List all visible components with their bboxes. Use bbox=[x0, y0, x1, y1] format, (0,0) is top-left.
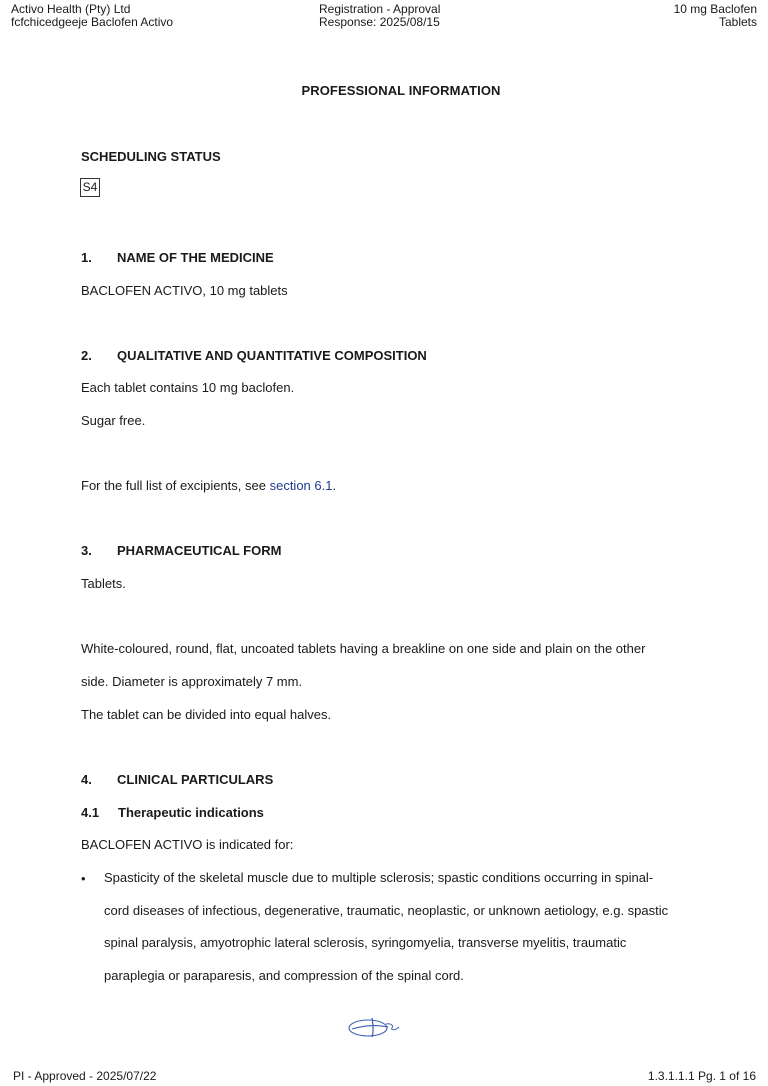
section-2-title: QUALITATIVE AND QUANTITATIVE COMPOSITION bbox=[117, 348, 427, 363]
section-3-line-2: White-coloured, round, flat, uncoated tablets having a breakline on one side and plain on the other bbox=[81, 641, 646, 656]
section-2-line-2: Sugar free. bbox=[81, 413, 146, 428]
section-3-heading bbox=[81, 543, 281, 558]
response-date: Response: 2025/08/15 bbox=[319, 15, 440, 29]
section-3-title: PHARMACEUTICAL FORM bbox=[117, 543, 282, 558]
product-form: Tablets bbox=[718, 15, 757, 29]
section-4-1-number: 4.1 bbox=[81, 805, 100, 820]
section-6-1-link[interactable]: section 6.1 bbox=[269, 478, 333, 493]
excipients-line bbox=[81, 478, 336, 493]
section-4-heading bbox=[81, 772, 273, 787]
section-2-number: 2. bbox=[81, 348, 92, 363]
scheduling-status-value: S4 bbox=[80, 178, 100, 197]
indication-line-1: Spasticity of the skeletal muscle due to multiple sclerosis; spastic conditions occurring in spinal- bbox=[104, 870, 654, 885]
section-2-line-1: Each tablet contains 10 mg baclofen. bbox=[81, 380, 295, 395]
bullet-icon: • bbox=[81, 871, 86, 886]
section-1-text: BACLOFEN ACTIVO, 10 mg tablets bbox=[81, 283, 288, 298]
signature-icon bbox=[346, 1014, 404, 1040]
header-right bbox=[674, 3, 757, 29]
scheduling-status-heading: SCHEDULING STATUS bbox=[81, 149, 221, 164]
section-3-line-4: The tablet can be divided into equal halves. bbox=[81, 707, 332, 722]
section-4-title: CLINICAL PARTICULARS bbox=[117, 772, 274, 787]
indications-intro: BACLOFEN ACTIVO is indicated for: bbox=[81, 837, 294, 852]
footer-approval: PI - Approved - 2025/07/22 bbox=[13, 1069, 157, 1083]
section-1-title: NAME OF THE MEDICINE bbox=[117, 250, 274, 265]
indication-line-3: spinal paralysis, amyotrophic lateral sclerosis, syringomyelia, transverse myelitis, traumatic bbox=[104, 935, 627, 950]
header-left bbox=[11, 3, 173, 29]
document-reference: fcfchicedgeeje Baclofen Activo bbox=[11, 15, 174, 29]
section-1-number: 1. bbox=[81, 250, 92, 265]
section-4-1-title: Therapeutic indications bbox=[118, 805, 264, 820]
company-name: Activo Health (Pty) Ltd bbox=[11, 2, 131, 16]
section-2-heading bbox=[81, 348, 427, 363]
section-4-1-heading bbox=[81, 805, 264, 820]
section-3-line-3: side. Diameter is approximately 7 mm. bbox=[81, 674, 303, 689]
product-strength: 10 mg Baclofen bbox=[673, 2, 757, 16]
footer-page-number: 1.3.1.1.1 Pg. 1 of 16 bbox=[647, 1069, 756, 1083]
section-3-line-1: Tablets. bbox=[81, 576, 126, 591]
page-title: PROFESSIONAL INFORMATION bbox=[301, 83, 501, 98]
indication-line-2: cord diseases of infectious, degenerative, traumatic, neoplastic, or unknown aetiology, e.g. spastic bbox=[104, 903, 669, 918]
registration-status: Registration - Approval bbox=[319, 2, 441, 16]
excipients-suffix: . bbox=[332, 478, 337, 493]
section-1-heading bbox=[81, 250, 274, 265]
excipients-prefix: For the full list of excipients, see bbox=[81, 478, 270, 493]
section-4-number: 4. bbox=[81, 772, 92, 787]
header-center bbox=[319, 3, 440, 29]
section-3-number: 3. bbox=[81, 543, 92, 558]
indication-line-4: paraplegia or paraparesis, and compression of the spinal cord. bbox=[104, 968, 464, 983]
